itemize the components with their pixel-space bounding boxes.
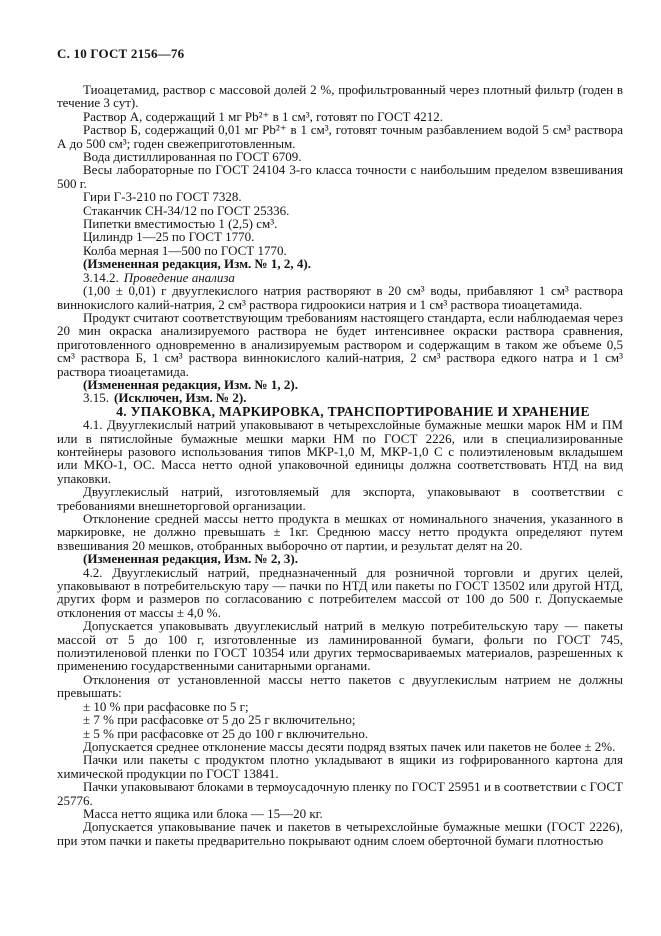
paragraph-4-2-retail-packaging: 4.2. Двууглекислый натрий, предназначенный для розничной торговли и других целей, упаковывают в потребительскую тару — пачки по НТД или пакеты по ГОСТ 13502 или другой НТД, других форм и размеров по согласованию с потребителем массой от 100 до 500 г. Допускаемые отклонения от массы ± 4,0 %. bbox=[57, 564, 623, 620]
amendment-note-izm-2-3: (Измененная редакция, Изм. № 2, 3). bbox=[83, 551, 298, 567]
clause-number: 3.15. bbox=[83, 390, 109, 406]
amendment-note-izm-1-2: (Измененная редакция, Изм. № 1, 2). bbox=[83, 376, 298, 392]
section-4-heading: 4. УПАКОВКА, МАРКИРОВКА, ТРАНСПОРТИРОВАНИЕ И ХРАНЕНИЕ bbox=[116, 403, 590, 419]
paragraph-solution-a: Раствор А, содержащий 1 мг Pb²⁺ в 1 см³, готовят по ГОСТ 4212. bbox=[83, 108, 443, 124]
paragraph-distilled-water: Вода дистиллированная по ГОСТ 6709. bbox=[83, 149, 302, 165]
paragraph-lab-scales: Весы лабораторные по ГОСТ 24104 3-го класса точности с наибольшим пределом взвешивания 500 г. bbox=[57, 162, 623, 191]
paragraph-pipettes: Пипетки вместимостью 1 (2,5) см³. bbox=[83, 216, 278, 232]
paragraph-bag-mass-deviation: Отклонение средней массы нетто продукта в мешках от номинального значения, указанного в маркировке, не должно превышать ± 1кг. Среднюю массу нетто продукта определяют путем взвешивания 20 мешков, отобранных выборочно от партии, и результат делят на 20. bbox=[57, 511, 623, 553]
paragraph-average-deviation: Допускается среднее отклонение массы десяти подряд взятых пачек или пакетов не более ± 2%. bbox=[83, 738, 616, 754]
paragraph-solution-b: Раствор Б, содержащий 0,01 мг Pb²⁺ в 1 см³, готовят точным разбавлением водой 5 см³ раствора А до 500 см³; годен свежеприготовленным. bbox=[57, 122, 623, 151]
paragraph-paper-bags-packing: Допускается упаковывание пачек и пакетов в четырехслойные бумажные мешки (ГОСТ 2226), при этом пачки и пакеты предварительно покрывают одним слоем оберточной бумаги плотностью bbox=[57, 819, 623, 848]
paragraph-4-1-packaging: 4.1. Двууглекислый натрий упаковывают в четырехслойные бумажные мешки марок НМ и ПМ или в пятислойные бумажные мешки марки НМ по ГОСТ 2226, или в специализированные контейнеры разового использования типов МКР-1,0 М, МКР-1,0 С с полиэтиленовым вкладышем или МКО-1, ОС. Масса нетто одной упаковочной единицы должна соответствовать НТД на вид упаковки. bbox=[57, 417, 623, 486]
paragraph-thioacetamide: Тиоацетамид, раствор с массовой долей 2 %, профильтрованный через плотный фильтр (годен в течение 3 сут). bbox=[57, 82, 623, 111]
paragraph-export-packaging: Двууглекислый натрий, изготовляемый для экспорта, упаковывают в соответствии с требованиями внешнеторговой организации. bbox=[57, 484, 623, 513]
paragraph-tolerance-intro: Отклонения от установленной массы нетто пакетов с двууглекислым натрием не должны превышать: bbox=[57, 671, 623, 701]
paragraph-cylinder: Цилиндр 1—25 по ГОСТ 1770. bbox=[83, 229, 255, 245]
amendment-note-izm-1-2-4: (Измененная редакция, Изм. № 1, 2, 4). bbox=[83, 256, 311, 272]
paragraph-weights: Гири Г-3-210 по ГОСТ 7328. bbox=[83, 189, 242, 205]
tolerance-item-5-25g: ± 7 % при расфасовке от 5 до 25 г включительно; bbox=[83, 712, 356, 728]
clause-number: 3.14.2. bbox=[83, 269, 119, 285]
excluded-note: (Исключен, Изм. № 2). bbox=[114, 390, 247, 406]
document-body bbox=[57, 83, 623, 847]
paragraph-box-net-mass: Масса нетто ящика или блока — 15—20 кг. bbox=[83, 805, 323, 821]
page-header: С. 10 ГОСТ 2156—76 bbox=[57, 46, 185, 61]
paragraph-analysis-result: Продукт считают соответствующим требованиям настоящего стандарта, если наблюдаемая через 20 мин окраска анализируемого раствора не будет интенсивнее окраски раствора сравнения, приготовленного одновременно в анализируемым раствором и содержащим в таком же объеме 0,5 см³ раствора Б, 1 см³ раствора виннокислого калий-натрия, 2 см³ раствора едкого натра и 1 см³ раствора тиоацетамида. bbox=[57, 309, 623, 379]
paragraph-small-packaging: Допускается упаковывать двууглекислый натрий в мелкую потребительскую тару — пакеты массой от 5 до 100 г, изготовленные из ламинированной бумаги, фольги по ГОСТ 745, полиэтиленовой пленки по ГОСТ 10354 или других термосвариваемых материалов, разрешенных к применению государственными санитарными органами. bbox=[57, 618, 623, 674]
tolerance-item-25-100g: ± 5 % при расфасовке от 25 до 100 г включительно. bbox=[83, 725, 369, 741]
paragraph-beaker: Стаканчик СН-34/12 по ГОСТ 25336. bbox=[83, 202, 290, 218]
paragraph-shrink-film: Пачки упаковывают блоками в термоусадочную пленку по ГОСТ 25951 и в соответствии с ГОСТ 25776. bbox=[57, 779, 623, 808]
clause-3-15-excluded bbox=[57, 391, 623, 404]
paragraph-cardboard-boxes: Пачки или пакеты с продуктом плотно укладывают в ящики из гофрированного картона для химической продукции по ГОСТ 13841. bbox=[57, 752, 623, 781]
tolerance-item-5g: ± 10 % при расфасовке по 5 г; bbox=[83, 698, 249, 714]
paragraph-volumetric-flask: Колба мерная 1—500 по ГОСТ 1770. bbox=[83, 242, 287, 258]
clause-3-14-2-heading bbox=[57, 271, 623, 284]
clause-title: Проведение анализа bbox=[123, 269, 235, 285]
paragraph-analysis-procedure: (1,00 ± 0,01) г двууглекислого натрия растворяют в 20 см³ воды, прибавляют 1 см³ раствора виннокислого калий-натрия, 2 см³ раствора гидроокиси натрия и 1 см³ раствора тиоацетамида. bbox=[57, 283, 623, 312]
